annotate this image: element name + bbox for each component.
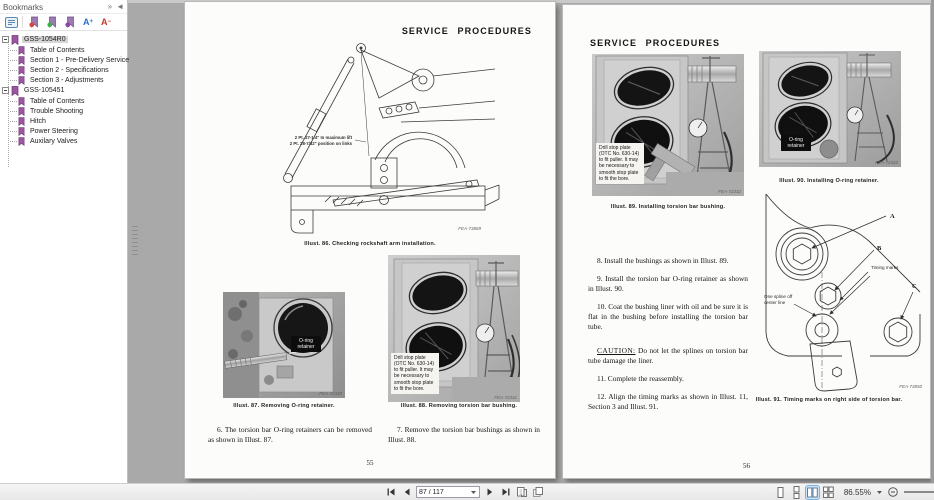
illust91-figure-code: FEA-73850 xyxy=(899,384,922,389)
paragraph-7: 7. Remove the torsion bar bushings as shown in Illust. 88. xyxy=(388,425,540,444)
bookmark-green-icon[interactable] xyxy=(43,15,61,30)
font-decrease-icon[interactable]: A − xyxy=(100,17,111,27)
pdf-page-55[interactable] xyxy=(185,2,555,478)
bookmark-item-power-steering[interactable] xyxy=(2,126,127,136)
bookmark-icon xyxy=(18,137,25,146)
next-page-icon[interactable] xyxy=(483,486,496,499)
bookmark-label[interactable]: Trouble Shooting xyxy=(30,107,84,115)
previous-view-icon[interactable] xyxy=(515,486,528,499)
drill-stop-plate-callout: Drill stop plate (OTC No. 630-14) to fit puller. It may be necessary to smooth stop plate to fit the bore. xyxy=(596,143,644,185)
illust87-caption: Illust. 87. Removing O-ring retainer. xyxy=(233,403,335,409)
bookmark-icon xyxy=(18,66,25,75)
zoom-presets-chevron-icon[interactable] xyxy=(876,490,883,495)
illust90-caption: Illust. 90. Installing O-ring retainer. xyxy=(779,178,879,184)
illustration-86 xyxy=(249,38,501,240)
illust91-caption: Illust. 91. Timing marks on right side of torsion bar. xyxy=(755,397,903,403)
bookmarks-tree xyxy=(0,31,130,483)
page-number-56: 56 xyxy=(743,462,750,470)
paragraph-9: 9. Install the torsion bar O-ring retainer as shown in Illust. 90. xyxy=(588,274,748,293)
bookmark-root-gss1054r0[interactable] xyxy=(2,34,127,45)
timing-marks-label: Timing marks xyxy=(871,265,899,270)
paragraph-8: 8. Install the bushings as shown in Illust. 89. xyxy=(597,256,729,265)
bookmark-item-section2[interactable] xyxy=(2,65,127,75)
bookmarks-panel-title: Bookmarks xyxy=(3,2,44,12)
page-number-field[interactable] xyxy=(419,489,470,496)
bookmark-label[interactable]: Table of Contents xyxy=(30,46,85,54)
illust86-figure-code: FEA-73869 xyxy=(458,226,481,231)
photo-illust-88 xyxy=(388,255,520,402)
page-number-input[interactable] xyxy=(416,486,480,498)
label-a: A xyxy=(890,213,895,220)
illust89-caption: Illust. 89. Installing torsion bar bushing. xyxy=(610,204,726,210)
bookmark-label[interactable]: Auxilary Valves xyxy=(30,137,78,145)
zoom-level[interactable]: 86.55% xyxy=(843,487,871,497)
bookmark-icon xyxy=(18,117,25,126)
illust88-figure-code: FEA-72331 xyxy=(494,395,517,400)
photo-illust-89 xyxy=(592,54,744,196)
label-c: C xyxy=(912,283,917,290)
oring-retainer-callout: O-ring retainer xyxy=(781,135,811,151)
bookmark-item-toc-2[interactable] xyxy=(2,96,127,106)
body-text-column xyxy=(588,256,748,420)
chevron-down-icon[interactable] xyxy=(470,490,477,495)
view-controls xyxy=(774,484,934,500)
bookmark-icon xyxy=(18,127,25,136)
bookmark-label[interactable]: Power Steering xyxy=(30,127,78,135)
bookmark-label[interactable]: GSS-105451 xyxy=(24,87,65,94)
next-view-icon[interactable] xyxy=(531,486,544,499)
two-page-view-icon[interactable] xyxy=(806,486,819,499)
photo-illust-87 xyxy=(223,292,345,398)
bookmark-icon xyxy=(18,107,25,116)
caution-label: CAUTION: xyxy=(597,346,636,355)
document-canvas[interactable] xyxy=(128,0,934,483)
illust86-caption: Illust. 86. Checking rockshaft arm installation. xyxy=(304,241,436,247)
spline-note-line1: One spline off xyxy=(764,294,793,299)
bookmark-item-section3[interactable] xyxy=(2,75,127,85)
bookmark-label[interactable]: Section 1 - Pre-Delivery Service xyxy=(30,56,130,64)
pdf-page-56[interactable] xyxy=(563,5,930,478)
bookmark-item-auxilary-valves[interactable] xyxy=(2,136,127,146)
paragraph-6: 6. The torsion bar O-ring retainers can be removed as shown in Illust. 87. xyxy=(208,425,372,444)
bookmark-purple-icon[interactable] xyxy=(61,15,79,30)
page-header: SERVICE PROCEDURES xyxy=(401,26,532,36)
paragraph-11: 11. Complete the reassembly. xyxy=(597,374,684,383)
font-increase-icon[interactable]: A + xyxy=(82,17,93,27)
bookmark-label[interactable]: Table of Contents xyxy=(30,97,85,105)
paragraph-10: 10. Coat the bushing liner with oil and be sure it is flat in the bushing before installing the torsion bar tube. xyxy=(588,302,748,331)
drill-stop-plate-callout: Drill stop plate (OTC No. 630-14) to fit puller. It may be necessary to smooth stop plate to fit the bore. xyxy=(391,353,439,395)
bookmark-label[interactable]: GSS-1054R0 xyxy=(24,36,66,43)
page-navigation xyxy=(384,484,544,500)
illust86-annotation-2: 2 Pt. 28-7/32" position on links xyxy=(289,141,352,146)
bookmark-icon xyxy=(18,97,25,106)
page-number-55: 55 xyxy=(366,459,374,467)
bookmark-red-icon[interactable] xyxy=(25,15,43,30)
continuous-view-icon[interactable] xyxy=(790,486,803,499)
collapse-node-icon[interactable] xyxy=(2,87,9,94)
status-bar xyxy=(0,483,934,500)
pin-icon[interactable]: » xyxy=(107,2,113,11)
bookmark-item-toc-1[interactable] xyxy=(2,45,127,55)
illust89-figure-code: FEA-72332 xyxy=(718,189,741,194)
bookmark-item-hitch[interactable] xyxy=(2,116,127,126)
splitter-grip[interactable] xyxy=(132,226,138,258)
two-page-continuous-icon[interactable] xyxy=(822,486,835,499)
page-header: SERVICE PROCEDURES xyxy=(590,38,721,48)
collapse-icon[interactable]: ◄ xyxy=(116,2,124,11)
collapse-node-icon[interactable] xyxy=(2,36,9,43)
bookmark-item-trouble-shooting[interactable] xyxy=(2,106,127,116)
zoom-out-icon[interactable] xyxy=(886,486,899,499)
bookmark-label[interactable]: Section 3 - Adjustments xyxy=(30,76,104,84)
bookmark-item-section1[interactable] xyxy=(2,55,130,65)
bookmark-label[interactable]: Hitch xyxy=(30,117,46,125)
last-page-icon[interactable] xyxy=(499,486,512,499)
toolbar-separator xyxy=(22,16,23,28)
illust86-annotation-1: 2 Pt. 27-1/4" In maximum lift xyxy=(294,135,352,140)
first-page-icon[interactable] xyxy=(384,486,397,499)
bookmark-icon xyxy=(18,46,25,55)
paragraph-12: 12. Align the timing marks as shown in Illust. 11, Section 3 and Illust. 91. xyxy=(588,392,748,411)
zoom-slider[interactable] xyxy=(904,491,934,493)
illust87-figure-code: FEA-72330 xyxy=(319,391,342,396)
single-page-icon[interactable] xyxy=(774,486,787,499)
illustration-91 xyxy=(758,192,926,392)
photo-illust-90 xyxy=(759,51,901,167)
bookmarks-panel xyxy=(0,0,128,483)
bookmark-icon xyxy=(18,76,25,85)
bookmark-label[interactable]: Section 2 - Specifications xyxy=(30,66,109,74)
illust88-caption: Illust. 88. Removing torsion bar bushing. xyxy=(400,403,518,409)
bookmarks-toolbar xyxy=(0,13,127,31)
bookmark-icon xyxy=(11,35,19,45)
previous-page-icon[interactable] xyxy=(400,486,413,499)
caution-text: Do not let the splines on torsion bar tube damage the liner. xyxy=(588,346,748,365)
bookmark-icon xyxy=(18,56,25,65)
caution-note xyxy=(588,346,748,366)
label-b: B xyxy=(877,245,882,252)
options-icon[interactable] xyxy=(2,15,20,30)
bookmark-root-gss105451[interactable] xyxy=(2,85,127,96)
spline-note-line2: center line xyxy=(764,300,786,305)
photo-image xyxy=(223,292,345,398)
oring-retainer-callout: O-ring retainer xyxy=(291,336,321,352)
illust90-figure-code: FEA-72333 xyxy=(875,160,898,165)
bookmark-icon xyxy=(11,86,19,96)
